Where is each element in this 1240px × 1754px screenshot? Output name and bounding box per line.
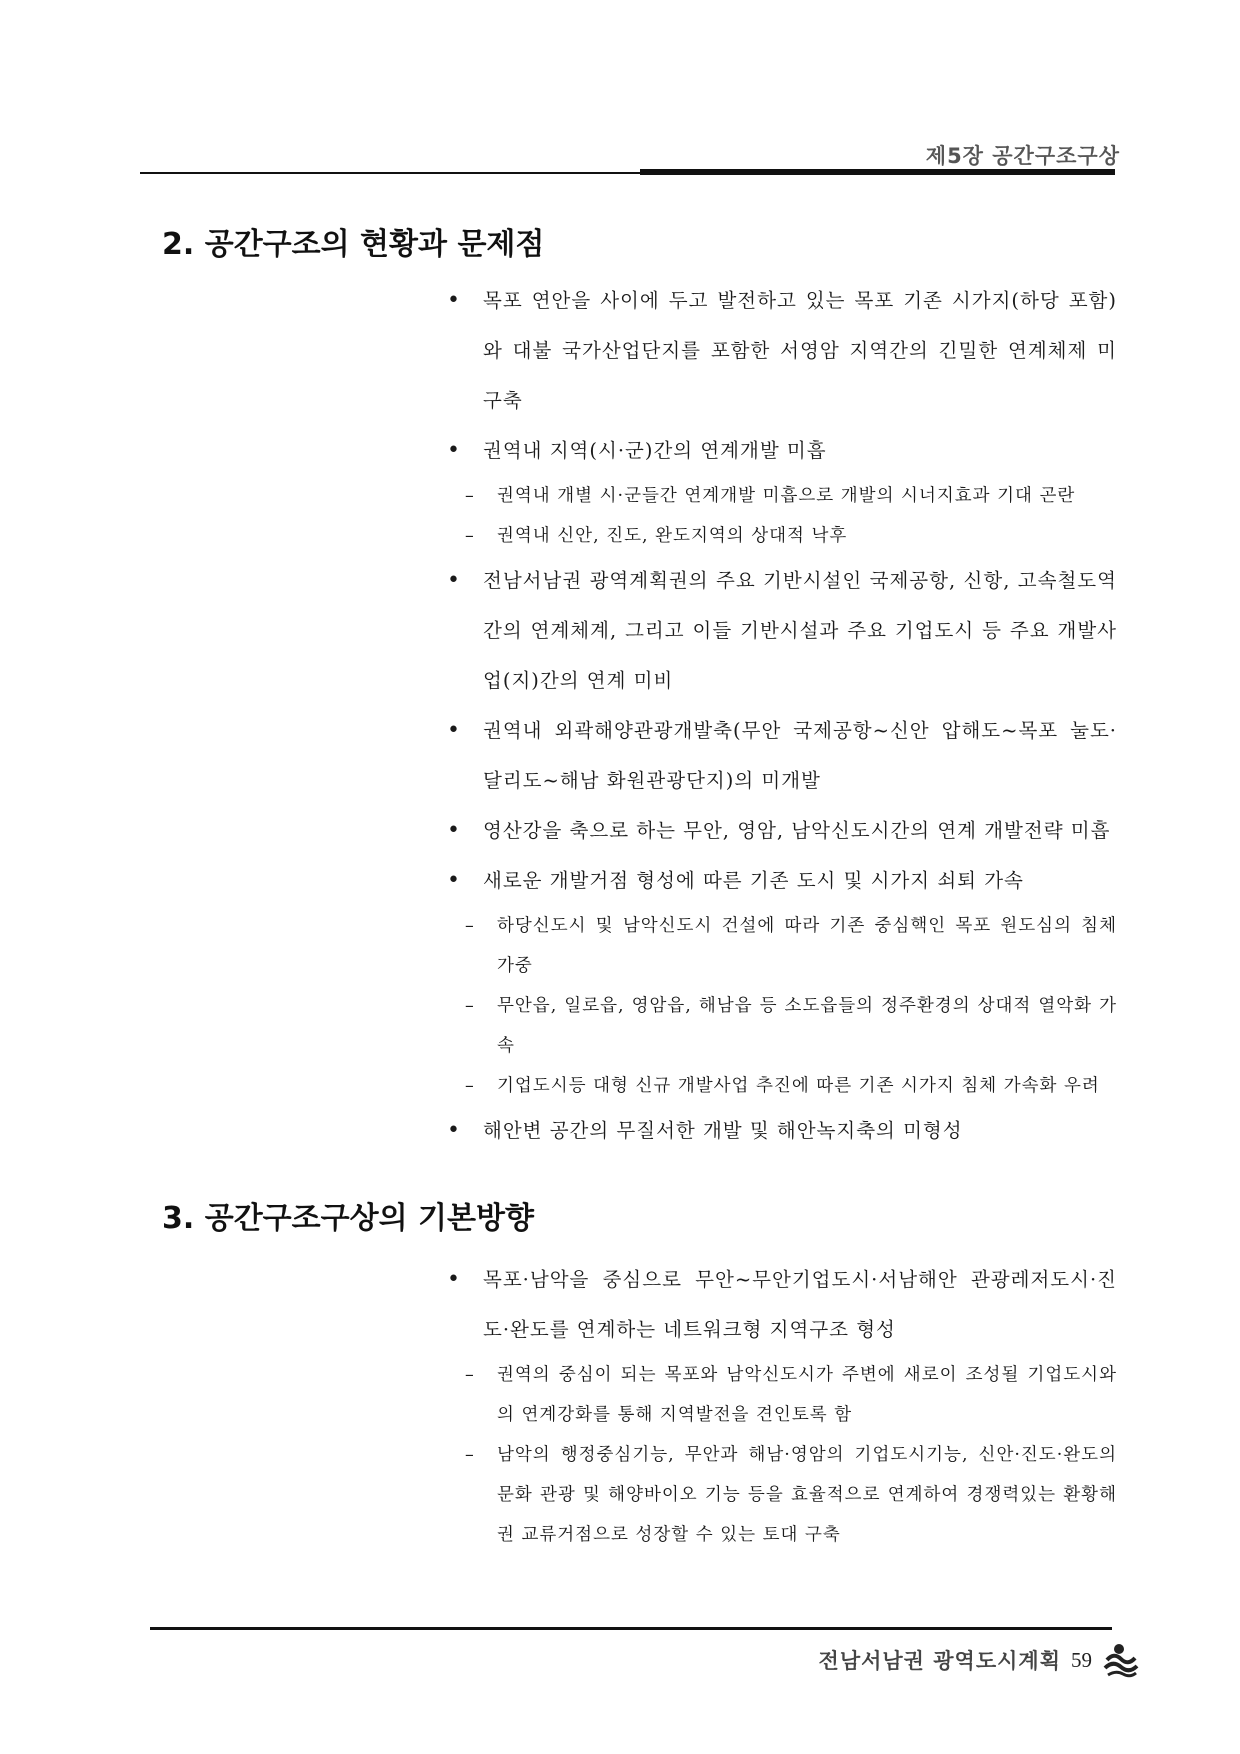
list-item: • 목포·남악을 중심으로 무안~무안기업도시·서남해안 관광레저도시·진도·완도를 연계하는 네트워크형 지역구조 형성: [447, 1255, 1117, 1355]
list-item: • 영산강을 축으로 하는 무안, 영암, 남악신도시간의 연계 개발전략 미흡: [447, 806, 1117, 856]
sub-list-item: – 기업도시등 대형 신규 개발사업 추진에 따른 기존 시가지 침체 가속화 우려: [447, 1066, 1117, 1106]
list-item: • 권역내 지역(시·군)간의 연계개발 미흡: [447, 426, 1117, 476]
chapter-header: 제5장 공간구조구상: [925, 144, 1120, 168]
sub-list-item: – 권역의 중심이 되는 목포와 남악신도시가 주변에 새로이 조성될 기업도시와의 연계강화를 통해 지역발전을 견인토록 함: [447, 1355, 1117, 1435]
list-item: • 권역내 외곽해양관광개발축(무안 국제공항~신안 압해도~목포 눌도·달리도~해남 화원관광단지)의 미개발: [447, 706, 1117, 806]
page-footer: [819, 1642, 1140, 1678]
sub-list-item: – 남악의 행정중심기능, 무안과 해남·영암의 기업도시기능, 신안·진도·완도의 문화 관광 및 해양바이오 기능 등을 효율적으로 연계하여 경쟁력있는 환황해권 교류거점으로 성장할 수 있는 토대 구축: [447, 1435, 1117, 1555]
section-3-list: [447, 1255, 1117, 1555]
plan-logo-icon: [1102, 1642, 1140, 1678]
list-item: • 전남서남권 광역계획권의 주요 기반시설인 국제공항, 신항, 고속철도역간의 연계체계, 그리고 이들 기반시설과 주요 기업도시 등 주요 개발사업(지)간의 연계 미비: [447, 556, 1117, 706]
page-number: 59: [1071, 1647, 1092, 1672]
header-rule-thick: [640, 169, 1115, 175]
list-item: • 새로운 개발거점 형성에 따른 기존 도시 및 시가지 쇠퇴 가속: [447, 856, 1117, 906]
list-item: • 해안변 공간의 무질서한 개발 및 해안녹지축의 미형성: [447, 1106, 1117, 1156]
sub-list-item: – 권역내 개별 시·군들간 연계개발 미흡으로 개발의 시너지효과 기대 곤란: [447, 476, 1117, 516]
section-2-title: 2. 공간구조의 현황과 문제점: [162, 227, 545, 262]
list-item: • 목포 연안을 사이에 두고 발전하고 있는 목포 기존 시가지(하당 포함)와 대불 국가산업단지를 포함한 서영암 지역간의 긴밀한 연계체제 미 구축: [447, 276, 1117, 426]
sub-list-item: – 무안읍, 일로읍, 영암읍, 해남읍 등 소도읍들의 정주환경의 상대적 열악화 가속: [447, 986, 1117, 1066]
footer-rule: [150, 1627, 1112, 1630]
sub-list-item: – 권역내 신안, 진도, 완도지역의 상대적 낙후: [447, 516, 1117, 556]
section-3-title: 3. 공간구조구상의 기본방향: [162, 1201, 534, 1236]
sub-list-item: – 하당신도시 및 남악신도시 건설에 따라 기존 중심핵인 목포 원도심의 침체 가중: [447, 906, 1117, 986]
footer-title: 전남서남권 광역도시계획: [818, 1649, 1061, 1673]
section-2-list: [447, 276, 1117, 1156]
